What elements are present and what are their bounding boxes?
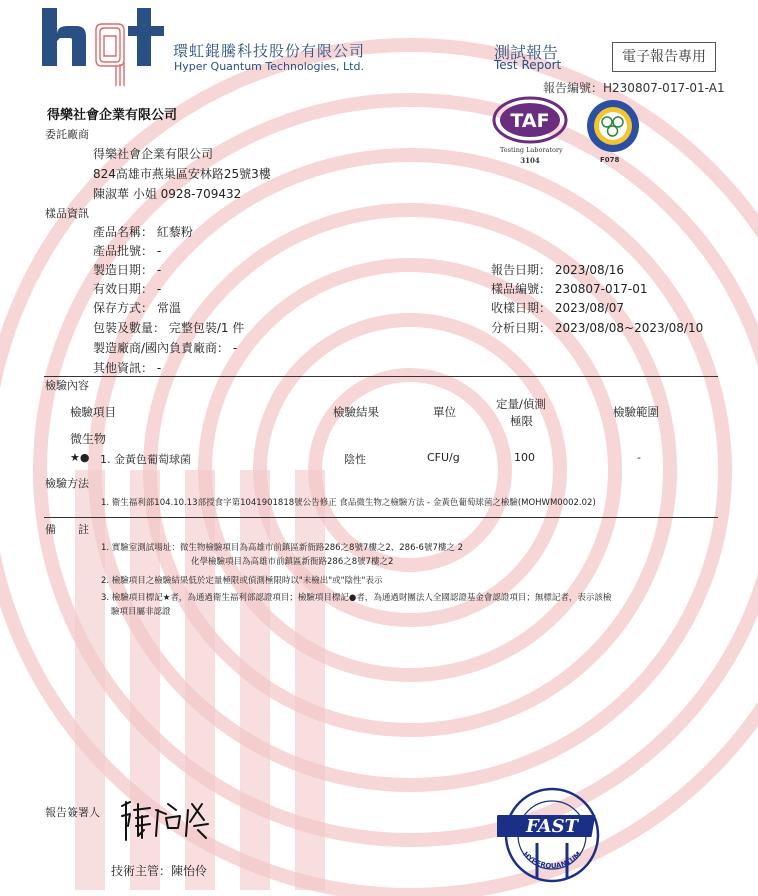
sample-value: 紅藜粉 [156,225,193,239]
report-number-value: H230807-017-01-A1 [603,81,725,95]
sample-row [93,261,161,278]
technical-manager: 技術主管：陳怡伶 [111,864,208,878]
sample-value: - [156,263,162,277]
fast-seal-text: FAST [525,816,579,837]
col-header-unit: 單位 [433,405,456,419]
sample-label: 包裝及數量： [93,321,166,335]
date-label: 收樣日期： [491,301,552,315]
sample-label: 製造廠商/國內負責廠商： [93,341,230,355]
report-number-label: 報告編號： [543,81,604,95]
sample-row [93,299,181,316]
col-header-limit-2: 極限 [510,414,533,428]
inspection-section-label: 檢驗內容 [45,379,89,392]
sample-row [93,319,244,336]
taf-logo-text: TAF [510,110,550,132]
sample-row [93,280,161,297]
date-value: 2023/08/16 [554,263,625,277]
fda-number: F078 [600,156,620,164]
date-label: 樣品編號： [491,282,552,296]
note-1-line-1: 1. 實驗室測試場址：微生物檢驗項目為高雄市前鎮區新衙路286之8號7樓之2、286-6號7樓之 2 [101,543,463,553]
date-value: 2023/08/08~2023/08/10 [554,321,704,335]
report-number [543,79,725,96]
company-name-cn: 環虹錕騰科技股份有限公司 [173,42,366,60]
test-result: 陰性 [344,453,366,466]
client-contact: 陳淑華 小姐 0928-709432 [93,187,242,201]
date-label: 分析日期： [491,321,552,335]
sample-row [93,359,161,376]
sample-section-label: 樣品資訊 [45,207,89,220]
sample-label: 產品名稱： [93,225,154,239]
sample-row [93,339,237,356]
notes-section-label: 備 註 [45,523,89,536]
hqt-logo [42,8,167,88]
date-row [491,280,648,297]
sample-value: - [232,341,238,355]
report-title-en: Test Report [494,58,562,72]
date-value: 230807-017-01 [554,282,648,296]
sample-row [93,242,161,259]
col-header-item: 檢驗項目 [70,405,116,419]
note-3-line-2: 驗項目屬非認證 [111,607,171,617]
col-header-limit-1: 定量/偵測 [496,397,546,411]
taf-caption: Testing Laboratory [500,146,563,154]
col-header-range: 檢驗範圍 [613,405,659,419]
fast-seal-icon [497,783,607,883]
e-report-stamp: 電子報告專用 [612,42,716,72]
sample-label: 產品批號： [93,244,154,258]
date-label: 報告日期： [491,263,552,277]
accreditation-mark: ★● [70,451,90,464]
sample-label: 有效日期： [93,282,154,296]
taf-logo [492,96,568,146]
sample-row [93,223,193,240]
client-address: 824高雄市燕巢區安林路25號3樓 [93,167,271,181]
divider [44,376,718,377]
date-value: 2023/08/07 [554,301,625,315]
category-label: 微生物 [70,432,107,446]
client-company: 得樂社會企業有限公司 [93,147,214,161]
note-3-line-1: 3. 檢驗項目標記★者，為通過衛生福利部認證項目；檢驗項目標記●者，為通過財團法人全國認證基金會認證項目；無標記者，表示該檢 [101,593,612,603]
fda-seal-icon [585,98,641,154]
sample-label: 其他資訊： [93,361,154,375]
col-header-result: 檢驗結果 [333,405,379,419]
svg-text:HYPERQUANTUM [521,850,583,870]
test-limit: 100 [514,451,535,464]
sample-value: 完整包裝/1 件 [168,321,245,335]
note-2: 2. 檢驗項目之檢驗結果低於定量極限或偵測極限時以"未檢出"或"陰性"表示 [101,576,383,586]
fast-ring-text: HYPERQUANTUM [521,850,583,871]
sample-value: - [156,361,162,375]
method-text: 1. 衛生福利部104.10.13部授食字第1041901818號公告修正 食品微生物之檢驗方法 - 金黃色葡萄球菌之檢驗(MOHWM0002.02) [101,498,596,508]
sample-label: 保存方式： [93,301,154,315]
note-1-line-2: 化學檢驗項目為高雄市前鎮區新衙路286之8號7樓之2 [191,557,394,567]
test-unit: CFU/g [427,451,460,464]
company-name-en: Hyper Quantum Technologies, Ltd. [174,60,364,73]
date-row [491,261,624,278]
sample-value: 常溫 [156,301,181,315]
client-section-label: 委託廠商 [45,128,89,141]
report-title-cn: 測試報告 [494,43,559,62]
sample-label: 製造日期： [93,263,154,277]
sample-value: - [156,282,162,296]
test-item: 1. 金黃色葡萄球菌 [100,453,191,466]
client-name: 得樂社會企業有限公司 [47,108,178,123]
handwritten-signature [116,796,221,846]
method-section-label: 檢驗方法 [45,477,89,490]
test-range: - [637,451,641,464]
signer-label: 報告簽署人 [45,806,100,819]
date-row [491,299,624,316]
date-row [491,319,703,336]
sample-value: - [156,244,162,258]
taf-number: 3104 [520,156,540,165]
divider [44,517,718,518]
